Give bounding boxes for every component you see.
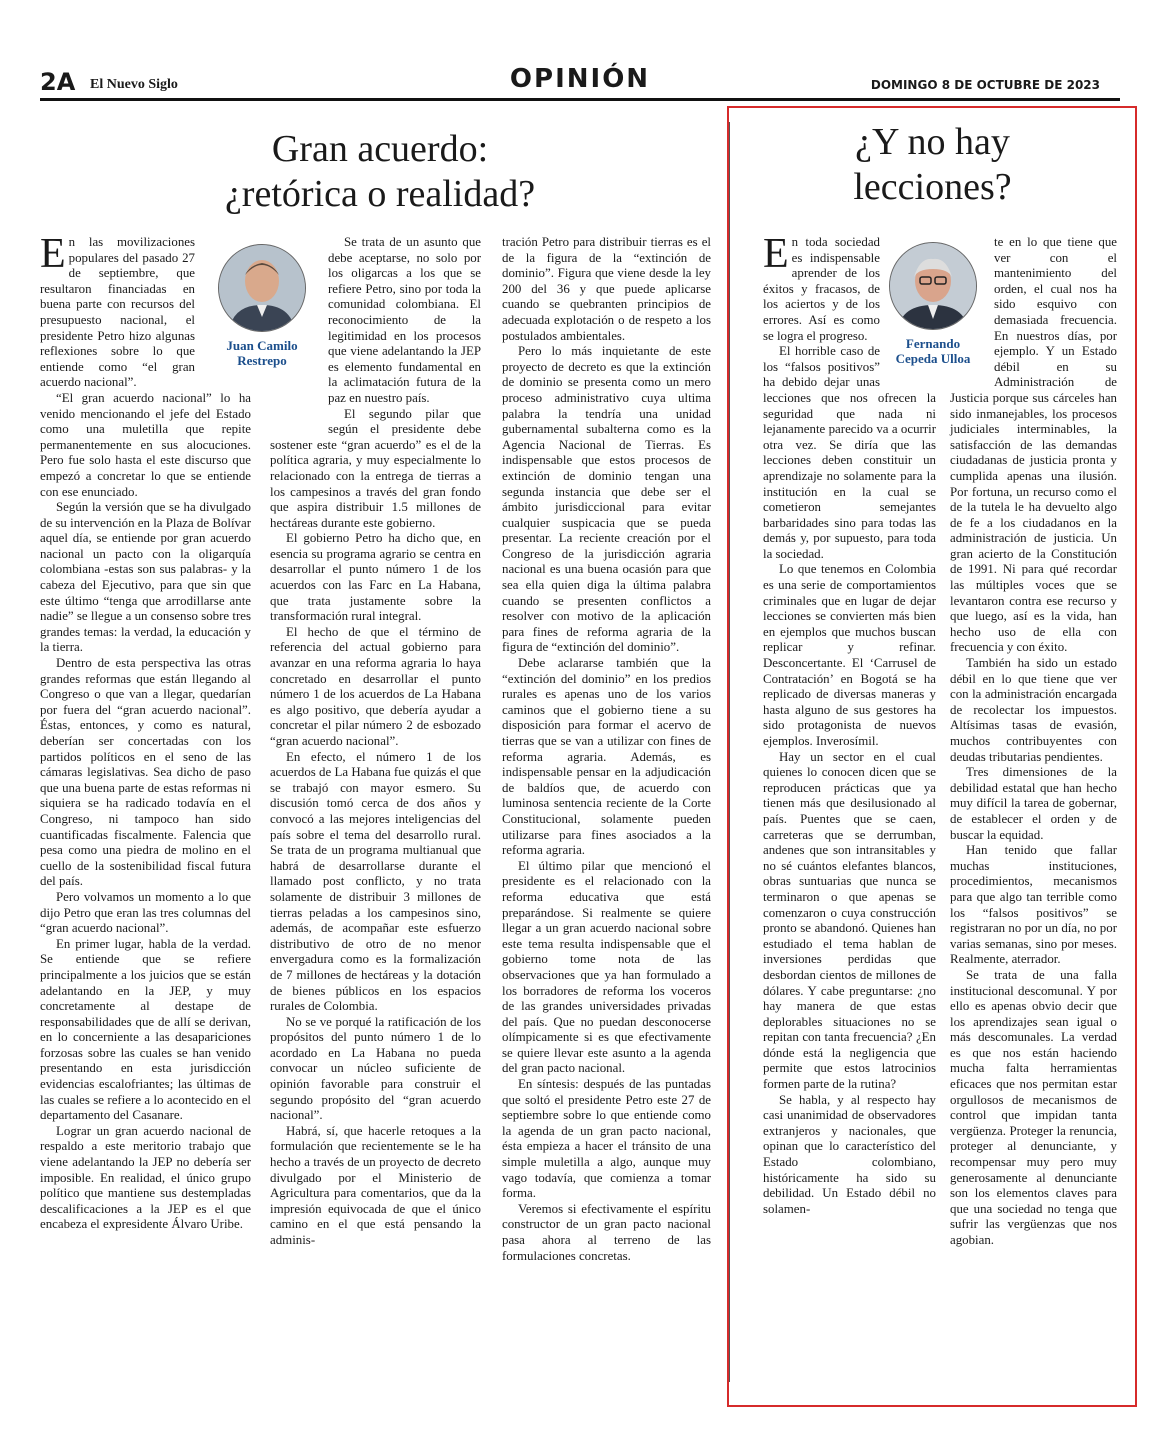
paragraph: Veremos si efectivamente el espíritu constructor de un gran pacto nacional pasa ahora al terreno de las formulaciones concretas. [502,1201,711,1263]
paragraph: En efecto, el número 1 de los acuerdos de La Habana fue quizás el que se trabajó con mayor esmero. Su discusión tomó cerca de dos años y convocó a las mejores inteligencias del país sobre el tema del desarrollo rural. Se trata de un programa multianual que habrá de desarrollarse durante el llamado post conflicto, y no trata solamente de distribuir 3 millones de tierras peladas a los campesinos sino, además, de acompañar este esfuerzo distributivo de otro de no menor envergadura como es la formalización de 7 millones de hectáreas y la dotación de bienes públicos en los espacios rurales de Colombia. [270,749,481,1014]
article2-headline-line2: lecciones? [853,166,1012,208]
paragraph: El segundo pilar que según el presidente debe sostener este “gran acuerdo” es el de la política agraria, y muy especialmente lo relacionado con la entrega de tierras a los campesinos a través del gran fondo que aspira distribuir 1.5 millones de hectáreas durante este gobierno. [270,406,481,530]
paragraph: “El gran acuerdo nacional” lo ha venido mencionando el jefe del Estado como una muletilla que repite permanentemente en sus alocuciones. Pero fue solo hasta el este discurso que empezó a concretar lo que se entiende con ese enunciado. [40,390,251,499]
issue-date: DOMINGO 8 DE OCTUBRE DE 2023 [870,78,1100,92]
paragraph-text: n toda sociedad es indispensable aprender de los éxitos y fracasos, de los aciertos y de los errores. Así es como se logra el progreso. [763,235,880,343]
article1-column-2 [270,235,481,1249]
dropcap: E [763,231,789,277]
article1-column-1 [40,231,251,1233]
paragraph: te en lo que tiene que ver con el mantenimiento del orden, el cual nos ha sido esquivo con demasiada frecuencia. En nuestros días, por ejemplo. Y un Estado débil en su Administración de Justicia porque sus cárceles han sido inmanejables, los procesos judiciales interminables, la satisfacción de las demandas ciudadanas de justicia pronta y cumplida apenas una ilusión. Por fortuna, un recurso como el de la tutela le ha devuelto algo de fe a los ciudadanos en la administración de justicia. Un gran acierto de la Constitución de 1991. Ni para qué recordar las múltiples voces que se levantaron contra ese recurso y que luego, así es la vida, han hecho uso de ella con frecuencia y con éxito. [950,235,1117,655]
paragraph: Han tenido que fallar muchas instituciones, procedimientos, mecanismos para que algo tan terrible como los “falsos positivos” se registraran no por un día, no por varias semanas, sino por meses. Realmente, aterrador. [950,843,1117,967]
article1-column-3 [502,235,711,1264]
article1-headline [40,127,720,217]
paragraph: También ha sido un estado débil en lo que tiene que ver con la administración encargada de recolectar los impuestos. Altísimas tasas de evasión, muchos contribuyentes con deudas tributarias pendientes. [950,656,1117,764]
author-last-name: Cepeda Ulloa [895,351,971,366]
page-number: 2A [40,68,76,96]
paragraph: Habrá, sí, que hacerle retoques a la formulación que recientemente se le ha hecho a través de un proyecto de decreto divulgado por el Ministerio de Agricultura para comentarios, que da la impresión equivocada de que el único camino en el que está pensando la adminis- [270,1123,481,1247]
paragraph: Debe aclararse también que la “extinción del dominio” en los predios rurales es apenas uno de los varios caminos que el gobierno tiene a su disposición para formar el acervo de tierras que se van a utilizar con fines de reforma agraria. Además, es indispensable pensar en la adjudicación de baldíos que, de acuerdo con luminosa sentencia reciente de la Corte Constitucional, solamente pueden utilizarse para fines asociados a la reforma agraria. [502,656,711,858]
article2-column-1 [763,231,936,1217]
article2-headline [740,120,1125,210]
paragraph: En primer lugar, habla de la verdad. Se entiende que se refiere principalmente a los juicios que se están adelantando en la JEP, y muy concretamente al destape de responsabilidades que de allí se derivan, en lo concerniente a las desapariciones forzosas sobre las cuales se han venido presentando en esta jurisdicción evidencias escalofriantes; las últimas de las cuales se refiere a lo acontecido en el departamento del Casanare. [40,936,251,1123]
paragraph: Se trata de un asunto que debe aceptarse, no solo por los oligarcas a los que se refiere Petro, sino por toda la comunidad colombiana. El reconocimiento de la legitimidad en los procesos que viene adelantando la JEP es elemento fundamental en la aclimatación futura de la paz en nuestro país. [328,235,481,405]
page-header [40,62,1120,101]
section-title: OPINIÓN [509,64,651,94]
paragraph: Hay un sector en el cual quienes lo conocen dicen que se reproducen prácticas que ya tienen más que desilusionado al país. Puentes que se caen, carreteras que se derrumban, andenes que son intransitables y no sé cuántos elefantes blancos, obras suntuarias que nunca se terminaron o que apenas se comenzaron o cuya construcción pronto se abandonó. Quienes han estudiado el tema hablan de inversiones perdidas que desbordan cientos de millones de dólares. Y cabe preguntarse: ¿no hay manera de que estas deplorables situaciones no se repitan con tanta frecuencia? ¿En dónde está la negligencia que permite que estos latrocinios formen parte de la rutina? [763,749,936,1092]
paragraph: En síntesis: después de las puntadas que soltó el presidente Petro este 27 de septiembre sobre lo que entiende como la agenda de un gran pacto nacional, ésta empieza a hacer el tránsito de una simple muletilla a algo, aunque muy vago todavía, que comienza a tomar forma. [502,1077,711,1201]
paragraph: Lograr un gran acuerdo nacional de respaldo a este meritorio trabajo que viene adelantando la JEP no debería ser imposible. En realidad, el único grupo político que mantiene sus destempladas descalificaciones a la JEP es el que encabeza el expresidente Álvaro Uribe. [40,1123,251,1232]
paragraph: No se ve porqué la ratificación de los propósitos del punto número 1 de lo acordado en La Habana no pueda convocar un núcleo suficiente de opinión favorable para construir el segundo propósito del “gran acuerdo nacional”. [270,1014,481,1123]
paragraph: El gobierno Petro ha dicho que, en esencia su programa agrario se centra en desarrollar el punto número 1 de los acuerdos con las Farc en La Habana, que trata justamente sobre la transformación rural integral. [270,531,481,624]
article2-headline-line1: ¿Y no hay [855,121,1010,163]
paragraph: El horrible caso de los “falsos positivos” ha debido dejar unas lecciones que nos ofrecen la seguridad que nada ni lejanamente parecido va a ocurrir otra vez. Se diría que las lecciones deben constituir un aprendizaje no solamente para la institución en la cual se cometieron semejantes barbaridades sino para todas las demás y, por supuesto, para toda la sociedad. [763,344,936,561]
paragraph: Lo que tenemos en Colombia es una serie de comportamientos criminales que en lugar de dejar lecciones se convierten más bien en ejemplos que muchos buscan replicar y refinar. Desconcertante. El ‘Carrusel de Contratación’ en Bogotá se ha replicado de diversas maneras y hasta alguno de sus gestores ha sido protagonista de nuevos ejemplos. Inverosímil. [763,562,936,748]
author-first-name: Juan Camilo [226,338,298,353]
paragraph: Se habla, y al respecto hay casi unanimidad de observadores extranjeros y nacionales, que opinan que lo característico del Estado colombiano, históricamente ha sido su debilidad. Un Estado débil no solamen- [763,1092,936,1216]
paragraph: tración Petro para distribuir tierras es el de la figura de la “extinción de dominio”. Figura que viene desde la ley 200 del 36 y que puede aplicarse cuando se quebranten principios de adecuada explotación o de respeto a los postulados ambientales. [502,235,711,343]
paragraph: El hecho de que el término de referencia del actual gobierno para avanzar en una reforma agraria lo haya concretado en desarrollar el punto número 1 de los acuerdos de La Habana es algo positivo, que debería ayudar a concretar el pilar número 2 de esbozado “gran acuerdo nacional”. [270,624,481,748]
paragraph: Pero volvamos un momento a lo que dijo Petro que eran las tres columnas del “gran acuerdo nacional”. [40,889,251,936]
paragraph: Tres dimensiones de la debilidad estatal que han hecho muy difícil la tarea de gobernar, de establecer el orden y de buscar la equidad. [950,765,1117,842]
newspaper-name: El Nuevo Siglo [90,77,178,92]
article2-column-2 [950,235,1117,1249]
paragraph: Pero lo más inquietante de este proyecto de decreto es que la extinción de dominio se presenta como un mero proceso administrativo cuya ultima palabra la tendría una unidad gubernamental subalterna como es la Agencia Nacional de Tierras. Es indispensable que estos procesos de extinción de dominio tengan una segunda instancia que debe ser el ámbito jurisdiccional para evitar cualquier suspicacia que se pueda presentar. La reciente creación por el Congreso de la jurisdicción agraria nacional es una buena ocasión para que sea ella quien diga la última palabra cuando se presenten conflictos a resolver con motivo de la aplicación para fines de reforma agraria de la figura de “extinción del dominio”. [502,344,711,655]
paragraph: Según la versión que se ha divulgado de su intervención en la Plaza de Bolívar aquel día, se entiende por gran acuerdo nacional un pacto con la oligarquía colombiana -estas son sus palabras- y la cabeza del Ejecutivo, para que sin que este último “tenga que arrodillarse ante nadie” se llegue a un consenso sobre tres grandes temas: la verdad, la educación y la tierra. [40,500,251,655]
dropcap: E [40,231,66,277]
author-first-name: Fernando [905,336,961,351]
paragraph: El último pilar que mencionó el presidente es el relacionado con la reforma educativa que está preparándose. Si realmente se quiere llegar a un gran acuerdo nacional sobre este tema resulta indispensable que el gobierno tome nota de las observaciones que ya han formulado a los borradores de reforma los voceros de las grandes universidades privadas del país. Que no puedan desconocerse olímpicamente si es que efectivamente se quiere llevar este asunto a la agenda del gran pacto nacional. [502,858,711,1076]
article1-headline-line1: Gran acuerdo: [271,128,489,170]
author-last-name: Restrepo [237,353,287,368]
paragraph-text: n las movilizaciones populares del pasado 27 de septiembre, que resultaron financiadas en buena parte con recursos del presupuesto nacional, el presidente Petro hizo algunas reflexiones sobre lo que entiende como “el gran acuerdo nacional”. [40,235,195,390]
paragraph: Se trata de una falla institucional descomunal. Y por ello es apenas obvio decir que los aprendizajes sean igual o más descomunales. La verdad es que nos están haciendo mucha falta herramientas eficaces que nos permitan estar orgullosos de mecanismos de control que impidan tanta vergüenza. Proteger la renuncia, proteger al denunciante, y recompensar muy pero muy generosamente al denunciante son los elementos claves para que una sociedad no tenga que sufrir las vergüenzas que nos agobian. [950,967,1117,1247]
article1-headline-line2: ¿retórica o realidad? [224,173,536,215]
paragraph: Dentro de esta perspectiva las otras grandes reformas que están llegando al Congreso o que van a llegar, quedarían por fuera del “gran acuerdo nacional”. Éstas, entonces, y como es natural, deberían ser concertadas con los partidos políticos en el seno de las cámaras legislativas. Sea dicho de paso que una buena parte de estas reformas ni siquiera se ha radicado todavía en el Congreso, ni tampoco han sido cuantificadas fiscalmente. Falencia que pesa como una piedra de molino en el cuello de la sostenibilidad fiscal futura del país. [40,656,251,889]
